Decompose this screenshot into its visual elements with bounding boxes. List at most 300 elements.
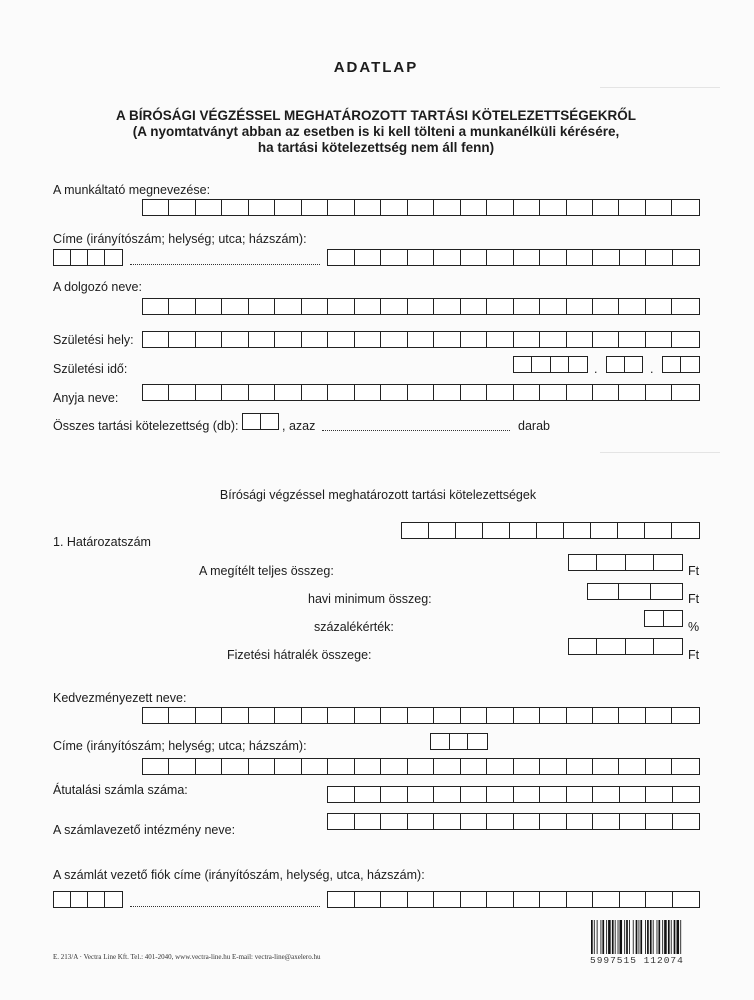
monthly-minimum-boxes[interactable] [587,583,683,600]
percentage-label: százalékérték: [314,620,394,634]
char-cell[interactable] [275,708,301,723]
char-cell[interactable] [461,250,488,265]
char-cell[interactable] [514,332,540,347]
char-cell[interactable] [593,250,620,265]
char-cell[interactable] [593,814,620,829]
barcode-bar [606,920,607,954]
char-cell[interactable] [196,299,222,314]
unit-percent: % [688,620,700,634]
darab-text: darab [518,419,550,433]
char-cell[interactable] [88,892,105,907]
char-cell[interactable] [593,200,619,215]
char-cell[interactable] [646,814,673,829]
char-cell[interactable] [564,523,591,538]
char-cell[interactable] [567,787,594,802]
barcode-bar [671,920,672,954]
char-cell[interactable] [663,357,681,372]
barcode-bar [591,920,593,954]
show-through-mark [600,440,720,453]
barcode-bar [680,920,681,954]
char-cell[interactable] [381,708,407,723]
char-cell[interactable] [143,332,169,347]
char-cell[interactable] [355,332,381,347]
char-cell[interactable] [143,200,169,215]
char-cell[interactable] [222,299,248,314]
char-cell[interactable] [71,250,88,265]
char-cell[interactable] [434,250,461,265]
char-cell[interactable] [646,759,672,774]
char-cell[interactable] [514,357,532,372]
char-cell[interactable] [143,759,169,774]
char-cell[interactable] [249,385,275,400]
char-cell[interactable] [355,299,381,314]
barcode-bar [618,920,619,954]
char-cell[interactable] [243,414,261,429]
char-cell[interactable] [328,814,355,829]
char-cell[interactable] [54,892,71,907]
azaz-text: , azaz [282,419,316,433]
char-cell[interactable] [461,299,487,314]
char-cell[interactable] [196,200,222,215]
char-cell[interactable] [593,385,619,400]
char-cell[interactable] [646,332,672,347]
char-cell[interactable] [381,892,408,907]
char-cell[interactable] [619,332,645,347]
char-cell[interactable] [381,814,408,829]
branch-city-dotted-line[interactable] [130,906,320,907]
char-cell[interactable] [402,523,429,538]
char-cell[interactable] [540,250,567,265]
char-cell[interactable] [434,332,460,347]
char-cell[interactable] [514,787,541,802]
char-cell[interactable] [593,787,620,802]
char-cell[interactable] [619,584,650,599]
char-cell[interactable] [619,385,645,400]
char-cell[interactable] [588,584,619,599]
char-cell[interactable] [461,332,487,347]
char-cell[interactable] [540,759,566,774]
char-cell[interactable] [275,299,301,314]
char-cell[interactable] [355,200,381,215]
employee-name-boxes[interactable] [142,298,700,315]
char-cell[interactable] [593,332,619,347]
char-cell[interactable] [434,892,461,907]
char-cell[interactable] [54,250,71,265]
char-cell[interactable] [591,523,618,538]
form-subtitle-line3: ha tartási kötelezettség nem áll fenn) [257,140,495,155]
barcode-bar [639,920,640,954]
beneficiary-zip-boxes[interactable] [430,733,488,750]
char-cell[interactable] [71,892,88,907]
unit-ft: Ft [688,564,700,578]
char-cell[interactable] [408,708,434,723]
char-cell[interactable] [434,200,460,215]
char-cell[interactable] [461,814,488,829]
char-cell[interactable] [222,708,248,723]
char-cell[interactable] [249,200,275,215]
char-cell[interactable] [540,814,567,829]
unit-ft: Ft [688,648,700,662]
char-cell[interactable] [646,200,672,215]
char-cell[interactable] [532,357,550,372]
char-cell[interactable] [651,584,682,599]
char-cell[interactable] [328,299,354,314]
char-cell[interactable] [381,385,407,400]
char-cell[interactable] [540,708,566,723]
barcode-bar [664,920,667,954]
char-cell[interactable] [328,332,354,347]
total-in-words-dotted-line[interactable] [322,430,510,431]
char-cell[interactable] [222,332,248,347]
char-cell[interactable] [196,332,222,347]
char-cell[interactable] [487,332,513,347]
char-cell[interactable] [143,385,169,400]
char-cell[interactable] [672,759,698,774]
char-cell[interactable] [487,299,513,314]
char-cell[interactable] [619,299,645,314]
total-amount-label: A megítélt teljes összeg: [199,564,334,578]
char-cell[interactable] [646,708,672,723]
char-cell[interactable] [408,200,434,215]
char-cell[interactable] [222,200,248,215]
char-cell[interactable] [664,611,682,626]
char-cell[interactable] [510,523,537,538]
total-amount-boxes[interactable] [568,554,683,571]
char-cell[interactable] [275,332,301,347]
char-cell[interactable] [196,759,222,774]
char-cell[interactable] [540,200,566,215]
char-cell[interactable] [434,814,461,829]
barcode-bar [657,920,658,954]
char-cell[interactable] [249,708,275,723]
branch-address-label: A számlát vezető fiók címe (irányítószám, helység, utca, házszám): [53,868,425,882]
char-cell[interactable] [328,385,354,400]
char-cell[interactable] [487,892,514,907]
char-cell[interactable] [673,892,700,907]
char-cell[interactable] [461,708,487,723]
beneficiary-street-boxes[interactable] [142,758,700,775]
beneficiary-name-label: Kedvezményezett neve: [53,691,187,705]
char-cell[interactable] [540,299,566,314]
beneficiary-address-label: Címe (irányítószám; helység; utca; házszám): [53,739,307,753]
char-cell[interactable] [275,759,301,774]
employer-address-label: Címe (irányítószám; helység; utca; házszám): [53,232,307,246]
char-cell[interactable] [169,332,195,347]
char-cell[interactable] [514,250,541,265]
char-cell[interactable] [619,200,645,215]
birth-year-boxes[interactable] [513,356,588,373]
char-cell[interactable] [514,299,540,314]
employer-street-boxes[interactable] [327,249,700,266]
char-cell[interactable] [429,523,456,538]
char-cell[interactable] [681,357,699,372]
char-cell[interactable] [355,814,382,829]
publisher-footer: E. 213/A · Vectra Line Kft. Tel.: 401-2040, www.vectra-line.hu E-mail: vectra-line@axelero.hu [53,953,321,961]
char-cell[interactable] [275,385,301,400]
char-cell[interactable] [620,250,647,265]
char-cell[interactable] [672,299,698,314]
char-cell[interactable] [381,299,407,314]
char-cell[interactable] [450,734,469,749]
form-subtitle-line1: A BÍRÓSÁGI VÉGZÉSSEL MEGHATÁROZOTT TARTÁSI KÖTELEZETTSÉGEKRŐL [115,108,637,123]
barcode-bar [674,920,676,954]
barcode-bar [601,920,602,954]
char-cell[interactable] [249,332,275,347]
char-cell[interactable] [249,299,275,314]
char-cell[interactable] [646,385,672,400]
char-cell[interactable] [619,708,645,723]
char-cell[interactable] [619,759,645,774]
char-cell[interactable] [275,200,301,215]
char-cell[interactable] [431,734,450,749]
char-cell[interactable] [537,523,564,538]
char-cell[interactable] [672,200,698,215]
birth-day-boxes[interactable] [662,356,700,373]
barcode-bar [594,920,595,954]
char-cell[interactable] [540,787,567,802]
char-cell[interactable] [487,250,514,265]
char-cell[interactable] [355,759,381,774]
char-cell[interactable] [355,787,382,802]
char-cell[interactable] [569,555,597,570]
char-cell[interactable] [540,385,566,400]
char-cell[interactable] [408,332,434,347]
char-cell[interactable] [567,299,593,314]
char-cell[interactable] [673,250,700,265]
char-cell[interactable] [381,759,407,774]
char-cell[interactable] [593,299,619,314]
char-cell[interactable] [597,639,625,654]
char-cell[interactable] [540,892,567,907]
char-cell[interactable] [567,332,593,347]
char-cell[interactable] [514,759,540,774]
char-cell[interactable] [381,332,407,347]
char-cell[interactable] [88,250,105,265]
bank-name-label: A számlavezető intézmény neve: [53,823,236,837]
char-cell[interactable] [456,523,483,538]
char-cell[interactable] [169,385,195,400]
char-cell[interactable] [169,708,195,723]
char-cell[interactable] [105,250,122,265]
barcode-bar [608,920,611,954]
char-cell[interactable] [567,200,593,215]
char-cell[interactable] [567,708,593,723]
mother-name-label: Anyja neve: [53,391,119,405]
char-cell[interactable] [196,385,222,400]
barcode-bar [626,920,628,954]
char-cell[interactable] [567,892,594,907]
char-cell[interactable] [408,385,434,400]
char-cell[interactable] [672,332,698,347]
char-cell[interactable] [355,385,381,400]
char-cell[interactable] [328,759,354,774]
char-cell[interactable] [408,892,435,907]
barcode-bar [677,920,680,954]
char-cell[interactable] [672,523,699,538]
char-cell[interactable] [607,357,625,372]
char-cell[interactable] [654,555,682,570]
char-cell[interactable] [355,250,382,265]
char-cell[interactable] [646,892,673,907]
barcode-bar [612,920,614,954]
char-cell[interactable] [381,250,408,265]
char-cell[interactable] [249,759,275,774]
date-separator: . [650,362,654,376]
char-cell[interactable] [328,200,354,215]
char-cell[interactable] [355,708,381,723]
char-cell[interactable] [645,523,672,538]
char-cell[interactable] [408,250,435,265]
char-cell[interactable] [593,759,619,774]
arrears-label: Fizetési hátralék összege: [227,648,372,662]
char-cell[interactable] [673,787,700,802]
char-cell[interactable] [620,892,647,907]
char-cell[interactable] [169,759,195,774]
barcode-bar [615,920,616,954]
branch-zip-boxes[interactable] [53,891,123,908]
char-cell[interactable] [626,639,654,654]
char-cell[interactable] [567,385,593,400]
char-cell[interactable] [222,759,248,774]
bank-name-boxes[interactable] [327,813,700,830]
show-through-mark [600,75,720,88]
char-cell[interactable] [626,555,654,570]
char-cell[interactable] [381,787,408,802]
barcode-bar [658,920,660,954]
char-cell[interactable] [620,787,647,802]
char-cell[interactable] [302,708,328,723]
decision-number-label: 1. Határozatszám [53,535,151,549]
char-cell[interactable] [646,787,673,802]
char-cell[interactable] [514,708,540,723]
decision-number-boxes[interactable] [401,522,700,539]
char-cell[interactable] [646,299,672,314]
char-cell[interactable] [487,787,514,802]
char-cell[interactable] [514,892,541,907]
arrears-boxes[interactable] [568,638,683,655]
barcode-bar [624,920,625,954]
branch-street-boxes[interactable] [327,891,700,908]
char-cell[interactable] [483,523,510,538]
account-number-boxes[interactable] [327,786,700,803]
char-cell[interactable] [672,708,698,723]
char-cell[interactable] [302,299,328,314]
char-cell[interactable] [302,200,328,215]
char-cell[interactable] [143,708,169,723]
char-cell[interactable] [514,200,540,215]
date-separator: . [594,362,598,376]
char-cell[interactable] [514,814,541,829]
char-cell[interactable] [355,892,382,907]
char-cell[interactable] [487,385,513,400]
char-cell[interactable] [645,611,664,626]
char-cell[interactable] [487,814,514,829]
birth-place-label: Születési hely: [53,333,134,347]
account-number-label: Átutalási számla száma: [53,783,188,797]
mother-name-boxes[interactable] [142,384,700,401]
char-cell[interactable] [567,759,593,774]
employer-name-boxes[interactable] [142,199,700,216]
char-cell[interactable] [261,414,278,429]
char-cell[interactable] [551,357,569,372]
char-cell[interactable] [381,200,407,215]
char-cell[interactable] [461,759,487,774]
char-cell[interactable] [434,385,460,400]
char-cell[interactable] [569,357,587,372]
char-cell[interactable] [567,814,594,829]
employer-zip-boxes[interactable] [53,249,123,266]
char-cell[interactable] [461,200,487,215]
employer-city-dotted-line[interactable] [130,264,320,265]
total-obligations-boxes[interactable] [242,413,279,430]
char-cell[interactable] [487,759,513,774]
char-cell[interactable] [328,787,355,802]
char-cell[interactable] [434,787,461,802]
char-cell[interactable] [408,787,435,802]
char-cell[interactable] [461,385,487,400]
char-cell[interactable] [169,200,195,215]
char-cell[interactable] [169,299,195,314]
char-cell[interactable] [105,892,122,907]
form-subtitle-line2: (A nyomtatványt abban az esetben is ki kell tölteni a munkanélküli kérésére, [132,124,620,139]
char-cell[interactable] [434,299,460,314]
char-cell[interactable] [620,814,647,829]
char-cell[interactable] [487,200,513,215]
beneficiary-name-boxes[interactable] [142,707,700,724]
barcode-bar [602,920,604,954]
char-cell[interactable] [408,759,434,774]
char-cell[interactable] [567,250,594,265]
birth-place-boxes[interactable] [142,331,700,348]
char-cell[interactable] [302,759,328,774]
char-cell[interactable] [408,299,434,314]
char-cell[interactable] [461,892,488,907]
char-cell[interactable] [625,357,642,372]
char-cell[interactable] [328,250,355,265]
char-cell[interactable] [302,385,328,400]
char-cell[interactable] [618,523,645,538]
barcode [590,920,708,954]
char-cell[interactable] [222,385,248,400]
char-cell[interactable] [672,385,698,400]
char-cell[interactable] [514,385,540,400]
char-cell[interactable] [593,892,620,907]
char-cell[interactable] [540,332,566,347]
char-cell[interactable] [673,814,700,829]
char-cell[interactable] [487,708,513,723]
char-cell[interactable] [468,734,487,749]
char-cell[interactable] [196,708,222,723]
char-cell[interactable] [597,555,625,570]
char-cell[interactable] [302,332,328,347]
percentage-boxes[interactable] [644,610,683,627]
barcode-bar [662,920,663,954]
birth-month-boxes[interactable] [606,356,643,373]
char-cell[interactable] [654,639,682,654]
char-cell[interactable] [434,759,460,774]
char-cell[interactable] [646,250,673,265]
char-cell[interactable] [328,708,354,723]
barcode-bar [620,920,623,954]
total-obligations-label: Összes tartási kötelezettség (db): [53,419,239,433]
char-cell[interactable] [328,892,355,907]
char-cell[interactable] [434,708,460,723]
char-cell[interactable] [569,639,597,654]
char-cell[interactable] [461,787,488,802]
char-cell[interactable] [408,814,435,829]
char-cell[interactable] [143,299,169,314]
char-cell[interactable] [593,708,619,723]
